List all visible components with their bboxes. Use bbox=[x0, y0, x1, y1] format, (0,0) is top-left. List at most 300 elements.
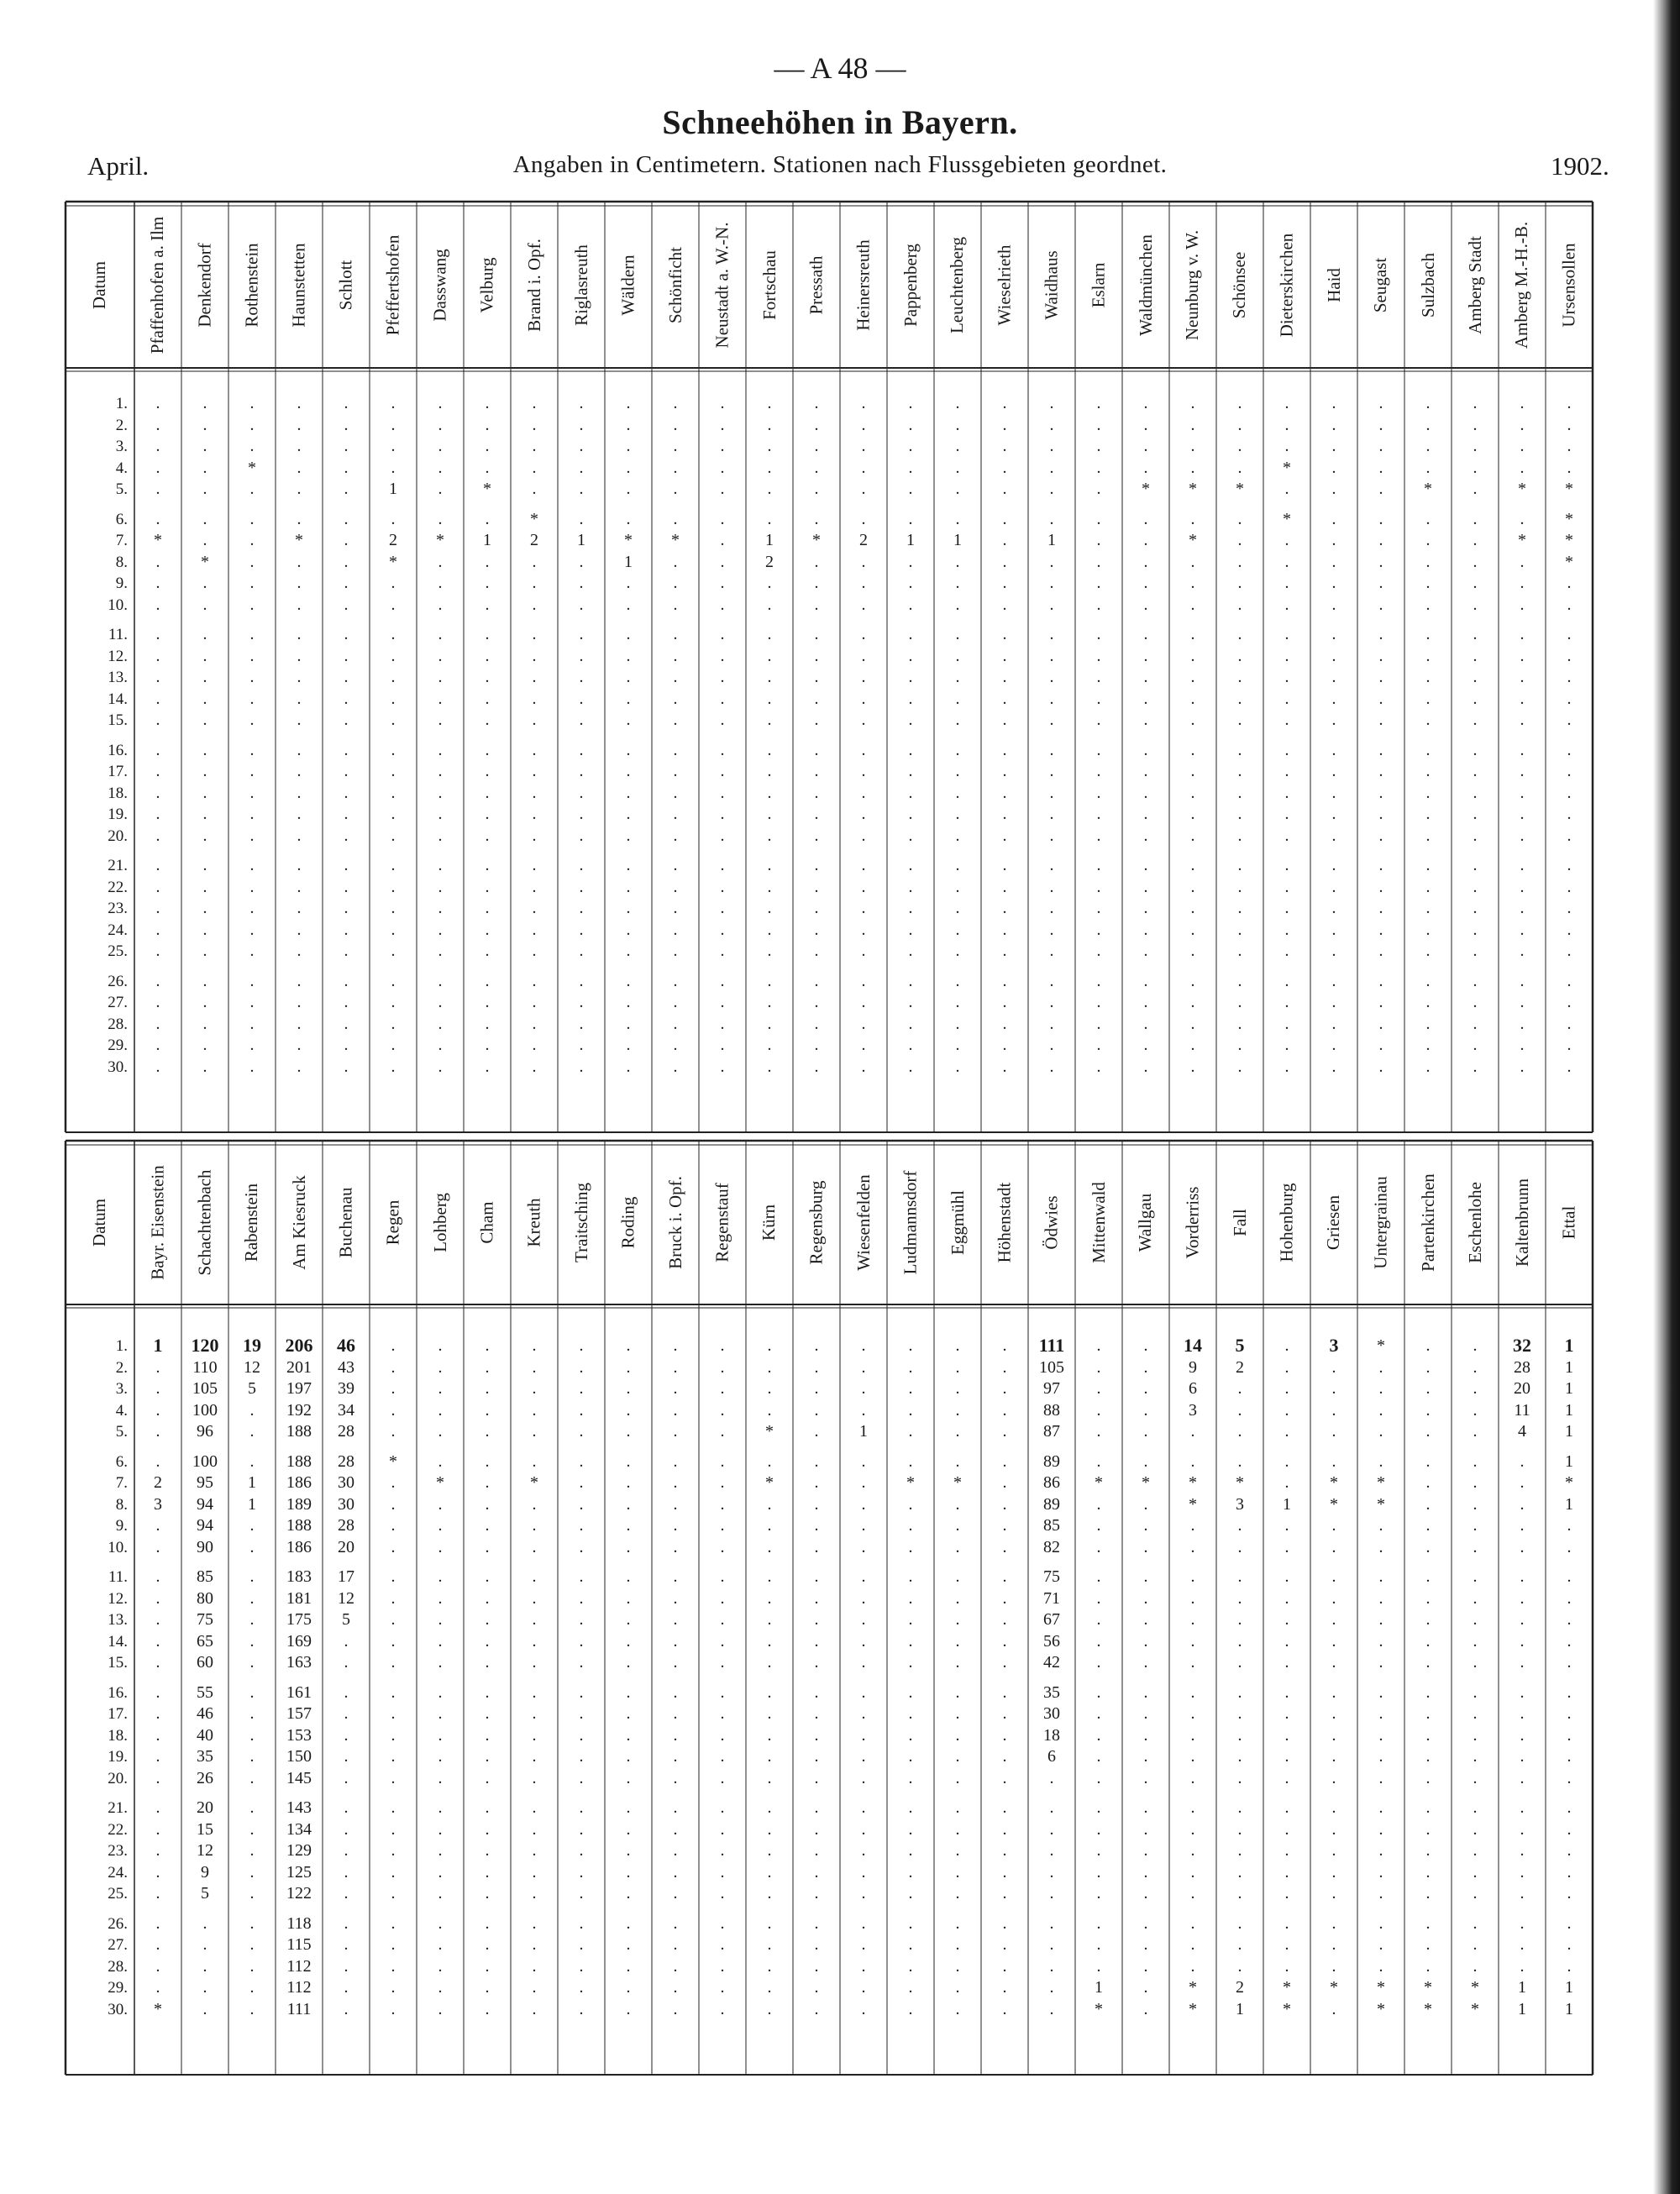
data-cell: . bbox=[1425, 646, 1431, 665]
data-cell: . bbox=[391, 899, 396, 917]
data-cell: . bbox=[673, 762, 678, 780]
data-cell: . bbox=[1143, 993, 1148, 1011]
data-cell: . bbox=[673, 394, 678, 412]
data-cell: . bbox=[249, 1422, 255, 1441]
data-cell: . bbox=[391, 1336, 396, 1355]
data-cell: . bbox=[1520, 1862, 1525, 1882]
station-name: Rothenstein bbox=[241, 242, 262, 328]
data-cell: . bbox=[861, 740, 866, 759]
data-cell: . bbox=[1002, 1516, 1007, 1535]
data-cell: . bbox=[1096, 805, 1101, 823]
data-cell: . bbox=[1331, 1422, 1336, 1441]
data-cell: . bbox=[1049, 740, 1054, 759]
data-cell: . bbox=[1520, 595, 1525, 614]
data-cell: . bbox=[1378, 899, 1383, 917]
data-cell: . bbox=[438, 1978, 443, 1997]
data-cell: . bbox=[861, 394, 866, 412]
data-cell: . bbox=[1331, 1057, 1336, 1076]
data-cell: . bbox=[1096, 595, 1101, 614]
data-cell: . bbox=[626, 1036, 631, 1054]
data-cell: . bbox=[438, 1357, 443, 1377]
data-cell: . bbox=[1331, 689, 1336, 708]
data-cell: . bbox=[673, 1913, 678, 1933]
data-cell: . bbox=[202, 574, 207, 592]
data-cell: . bbox=[626, 1913, 631, 1933]
data-cell: . bbox=[673, 1884, 678, 1903]
data-cell: . bbox=[1425, 1567, 1431, 1586]
data-cell: . bbox=[1284, 1357, 1289, 1377]
data-cell: . bbox=[955, 899, 960, 917]
data-cell: . bbox=[720, 826, 725, 845]
data-cell: 35 bbox=[1043, 1682, 1060, 1702]
data-cell: . bbox=[1237, 1819, 1242, 1839]
data-cell: . bbox=[1473, 1516, 1478, 1535]
data-cell: . bbox=[532, 552, 537, 571]
data-cell: . bbox=[155, 1725, 160, 1745]
data-cell: 1 bbox=[1518, 1978, 1526, 1997]
data-cell: . bbox=[532, 1494, 537, 1514]
data-cell: 6 bbox=[1189, 1379, 1197, 1398]
data-cell: . bbox=[249, 920, 255, 939]
data-cell: 134 bbox=[286, 1819, 312, 1839]
data-cell: . bbox=[579, 1494, 584, 1514]
data-cell: . bbox=[297, 574, 302, 592]
data-cell: . bbox=[297, 480, 302, 498]
data-cell: . bbox=[861, 899, 866, 917]
data-cell: . bbox=[908, 1036, 913, 1054]
data-cell: . bbox=[720, 1567, 725, 1586]
data-cell: . bbox=[861, 1682, 866, 1702]
data-cell: . bbox=[1567, 574, 1572, 592]
data-cell: . bbox=[249, 1747, 255, 1766]
data-cell: . bbox=[1425, 1631, 1431, 1651]
data-cell: . bbox=[1190, 805, 1195, 823]
data-cell: 5 bbox=[201, 1884, 209, 1903]
data-cell: . bbox=[1096, 394, 1101, 412]
data-cell: . bbox=[579, 1956, 584, 1976]
data-cell: . bbox=[955, 689, 960, 708]
data-cell: . bbox=[1143, 1494, 1148, 1514]
data-cell: . bbox=[767, 877, 772, 896]
data-cell: . bbox=[626, 1473, 631, 1492]
data-cell: . bbox=[955, 1999, 960, 2018]
data-cell: . bbox=[1284, 1588, 1289, 1608]
data-cell: . bbox=[1002, 1913, 1007, 1933]
data-cell: . bbox=[485, 1473, 490, 1492]
data-cell: . bbox=[1378, 1768, 1383, 1787]
data-cell: . bbox=[249, 783, 255, 802]
date-label: 13. bbox=[108, 1611, 128, 1629]
data-cell: . bbox=[908, 394, 913, 412]
station-header bbox=[511, 1141, 558, 1304]
data-cell: . bbox=[1190, 394, 1195, 412]
data-cell: . bbox=[861, 1473, 866, 1492]
data-cell: . bbox=[814, 1841, 819, 1860]
data-cell: . bbox=[202, 394, 207, 412]
data-cell: . bbox=[1331, 1862, 1336, 1882]
data-cell: . bbox=[1049, 394, 1054, 412]
data-cell: . bbox=[955, 1819, 960, 1839]
data-cell: . bbox=[1096, 552, 1101, 571]
data-cell: . bbox=[1378, 1725, 1383, 1745]
data-cell: . bbox=[814, 1567, 819, 1586]
data-cell: . bbox=[814, 509, 819, 528]
data-cell: . bbox=[1378, 1935, 1383, 1954]
data-cell: . bbox=[1331, 458, 1336, 477]
data-cell: . bbox=[532, 1725, 537, 1745]
data-cell: * bbox=[1471, 1999, 1479, 2018]
date-label: 3. bbox=[115, 1380, 128, 1398]
data-cell: . bbox=[861, 1400, 866, 1420]
data-cell: . bbox=[767, 1725, 772, 1745]
data-cell: . bbox=[767, 625, 772, 643]
data-cell: . bbox=[485, 668, 490, 686]
data-cell: . bbox=[1567, 711, 1572, 729]
station-header bbox=[1452, 202, 1499, 368]
data-cell: . bbox=[1520, 1036, 1525, 1054]
data-cell: . bbox=[1378, 1913, 1383, 1933]
data-cell: . bbox=[1284, 1400, 1289, 1420]
data-cell: . bbox=[673, 1841, 678, 1860]
data-cell: . bbox=[297, 668, 302, 686]
data-cell: . bbox=[1284, 1798, 1289, 1817]
data-cell: 1 bbox=[483, 531, 491, 549]
data-cell: . bbox=[955, 856, 960, 874]
data-cell: . bbox=[1049, 899, 1054, 917]
data-cell: . bbox=[1331, 1682, 1336, 1702]
data-cell: . bbox=[1425, 805, 1431, 823]
data-cell: 188 bbox=[286, 1451, 312, 1471]
data-cell: . bbox=[579, 711, 584, 729]
data-cell: . bbox=[532, 1631, 537, 1651]
data-cell: . bbox=[1096, 783, 1101, 802]
data-cell: . bbox=[249, 711, 255, 729]
data-cell: . bbox=[1143, 1036, 1148, 1054]
data-cell: . bbox=[155, 1978, 160, 1997]
data-cell: . bbox=[1425, 531, 1431, 549]
data-cell: . bbox=[1331, 805, 1336, 823]
data-cell: . bbox=[1331, 1653, 1336, 1672]
data-cell: . bbox=[391, 437, 396, 455]
data-cell: . bbox=[1002, 531, 1007, 549]
data-cell: 9 bbox=[1189, 1357, 1197, 1377]
data-cell: . bbox=[908, 668, 913, 686]
data-cell: * bbox=[1518, 531, 1526, 549]
data-cell: . bbox=[249, 1400, 255, 1420]
data-cell: . bbox=[155, 805, 160, 823]
data-cell: 19 bbox=[243, 1335, 261, 1356]
data-cell: . bbox=[955, 480, 960, 498]
data-cell: . bbox=[249, 942, 255, 960]
data-cell: . bbox=[1284, 1567, 1289, 1586]
data-cell: . bbox=[814, 1913, 819, 1933]
data-cell: . bbox=[626, 625, 631, 643]
data-cell: . bbox=[344, 595, 349, 614]
data-cell: . bbox=[1284, 856, 1289, 874]
data-cell: . bbox=[1473, 1913, 1478, 1933]
data-cell: . bbox=[1425, 458, 1431, 477]
data-cell: . bbox=[1331, 877, 1336, 896]
data-cell: . bbox=[861, 1516, 866, 1535]
data-cell: . bbox=[532, 993, 537, 1011]
data-cell: . bbox=[1143, 1451, 1148, 1471]
data-cell: . bbox=[1190, 826, 1195, 845]
data-cell: . bbox=[1378, 1653, 1383, 1672]
data-cell: . bbox=[673, 1036, 678, 1054]
data-cell: 2 bbox=[530, 531, 538, 549]
data-cell: . bbox=[485, 646, 490, 665]
data-cell: . bbox=[249, 1567, 255, 1586]
data-cell: . bbox=[767, 1841, 772, 1860]
data-cell: . bbox=[532, 1588, 537, 1608]
data-cell: . bbox=[1331, 625, 1336, 643]
data-cell: . bbox=[532, 826, 537, 845]
data-cell: . bbox=[1567, 415, 1572, 434]
data-cell: . bbox=[155, 993, 160, 1011]
data-cell: . bbox=[908, 826, 913, 845]
station-header bbox=[1169, 202, 1216, 368]
data-cell: . bbox=[908, 740, 913, 759]
data-cell: . bbox=[579, 899, 584, 917]
data-cell: . bbox=[861, 1913, 866, 1933]
data-cell: . bbox=[485, 783, 490, 802]
data-cell: . bbox=[1284, 920, 1289, 939]
data-cell: . bbox=[1237, 1631, 1242, 1651]
data-cell: . bbox=[861, 1537, 866, 1556]
data-cell: . bbox=[1473, 1473, 1478, 1492]
data-cell: . bbox=[297, 971, 302, 990]
data-cell: . bbox=[1567, 740, 1572, 759]
date-label: 30. bbox=[108, 1058, 128, 1076]
data-cell: . bbox=[532, 437, 537, 455]
data-cell: . bbox=[155, 415, 160, 434]
data-cell: . bbox=[579, 740, 584, 759]
data-cell: . bbox=[955, 394, 960, 412]
data-cell: . bbox=[579, 942, 584, 960]
data-cell: . bbox=[579, 394, 584, 412]
data-cell: . bbox=[1049, 711, 1054, 729]
data-cell: . bbox=[1143, 877, 1148, 896]
data-cell: . bbox=[532, 1841, 537, 1860]
date-label: 25. bbox=[108, 1885, 128, 1903]
station-header bbox=[793, 1141, 840, 1304]
data-cell: . bbox=[814, 1682, 819, 1702]
data-cell: 12 bbox=[244, 1357, 260, 1377]
data-cell: . bbox=[579, 552, 584, 571]
data-cell: . bbox=[767, 480, 772, 498]
data-cell: . bbox=[1002, 1653, 1007, 1672]
data-cell: . bbox=[1473, 1768, 1478, 1787]
data-cell: . bbox=[767, 595, 772, 614]
data-cell: . bbox=[1425, 1704, 1431, 1723]
data-cell: . bbox=[767, 1610, 772, 1629]
data-cell: * bbox=[1565, 480, 1573, 498]
data-cell: . bbox=[1378, 394, 1383, 412]
data-cell: . bbox=[814, 1057, 819, 1076]
data-cell: . bbox=[908, 1841, 913, 1860]
data-cell: . bbox=[438, 552, 443, 571]
data-cell: . bbox=[1284, 805, 1289, 823]
data-cell: . bbox=[1049, 1819, 1054, 1839]
data-cell: . bbox=[1331, 942, 1336, 960]
data-cell: . bbox=[673, 1422, 678, 1441]
data-cell: . bbox=[1473, 1014, 1478, 1033]
station-header bbox=[417, 1141, 464, 1304]
data-cell: . bbox=[1425, 509, 1431, 528]
data-cell: . bbox=[1425, 394, 1431, 412]
station-header bbox=[1310, 1141, 1357, 1304]
data-cell: . bbox=[579, 1935, 584, 1954]
data-cell: . bbox=[1143, 1862, 1148, 1882]
data-cell: . bbox=[1378, 552, 1383, 571]
data-cell: . bbox=[1284, 1653, 1289, 1672]
data-cell: . bbox=[955, 1956, 960, 1976]
data-cell: . bbox=[1190, 740, 1195, 759]
station-name: Untergrainau bbox=[1370, 1176, 1391, 1269]
data-cell: 1 bbox=[765, 531, 774, 549]
data-cell: * bbox=[1565, 1473, 1573, 1492]
data-cell: . bbox=[202, 531, 207, 549]
data-cell: . bbox=[1284, 1014, 1289, 1033]
data-cell: . bbox=[1143, 1999, 1148, 2018]
date-label: 7. bbox=[115, 1474, 128, 1492]
data-cell: . bbox=[485, 711, 490, 729]
data-cell: . bbox=[391, 762, 396, 780]
data-cell: 1 bbox=[859, 1422, 868, 1441]
data-cell: 86 bbox=[1043, 1473, 1060, 1492]
data-cell: . bbox=[249, 552, 255, 571]
data-cell: . bbox=[485, 899, 490, 917]
data-cell: 186 bbox=[286, 1473, 312, 1492]
station-header bbox=[1169, 1141, 1216, 1304]
data-cell: . bbox=[1237, 993, 1242, 1011]
data-cell: . bbox=[1143, 1884, 1148, 1903]
data-cell: 75 bbox=[197, 1610, 213, 1629]
station-header bbox=[276, 1141, 323, 1304]
data-cell: . bbox=[626, 1682, 631, 1702]
data-cell: . bbox=[1473, 856, 1478, 874]
data-cell: . bbox=[720, 1747, 725, 1766]
data-cell: . bbox=[202, 762, 207, 780]
data-cell: . bbox=[626, 1956, 631, 1976]
data-cell: . bbox=[344, 1725, 349, 1745]
data-cell: . bbox=[344, 552, 349, 571]
station-header bbox=[1263, 202, 1310, 368]
data-cell: . bbox=[1378, 646, 1383, 665]
data-cell: * bbox=[530, 1473, 538, 1492]
data-cell: . bbox=[1425, 1841, 1431, 1860]
data-cell: 150 bbox=[286, 1747, 312, 1766]
datum-header-label: Datum bbox=[89, 260, 110, 309]
data-cell: . bbox=[720, 1336, 725, 1355]
data-cell: . bbox=[1567, 1610, 1572, 1629]
data-cell: . bbox=[814, 1631, 819, 1651]
data-cell: . bbox=[1143, 689, 1148, 708]
data-cell: 35 bbox=[197, 1747, 213, 1766]
data-cell: . bbox=[1473, 877, 1478, 896]
data-cell: . bbox=[626, 1819, 631, 1839]
data-cell: . bbox=[720, 458, 725, 477]
data-cell: . bbox=[1567, 1653, 1572, 1672]
station-name: Pfeffertshofen bbox=[382, 234, 403, 335]
data-cell: . bbox=[861, 1956, 866, 1976]
data-cell: . bbox=[1284, 625, 1289, 643]
station-name: Neustadt a. W.-N. bbox=[711, 222, 732, 348]
data-cell: . bbox=[908, 1747, 913, 1766]
data-cell: . bbox=[1002, 1014, 1007, 1033]
data-cell: . bbox=[1049, 668, 1054, 686]
data-cell: . bbox=[1284, 1725, 1289, 1745]
data-cell: . bbox=[626, 394, 631, 412]
data-cell: . bbox=[1190, 993, 1195, 1011]
data-cell: . bbox=[1002, 1841, 1007, 1860]
data-cell: . bbox=[1331, 1451, 1336, 1471]
station-header bbox=[370, 1141, 417, 1304]
data-cell: . bbox=[532, 394, 537, 412]
data-cell: * bbox=[1471, 1978, 1479, 1997]
data-cell: . bbox=[1520, 1588, 1525, 1608]
data-cell: . bbox=[1567, 1747, 1572, 1766]
data-cell: . bbox=[720, 1913, 725, 1933]
data-cell: . bbox=[1425, 595, 1431, 614]
data-cell: . bbox=[1473, 942, 1478, 960]
data-cell: . bbox=[1002, 1999, 1007, 2018]
data-cell: . bbox=[579, 805, 584, 823]
data-cell: . bbox=[1378, 740, 1383, 759]
data-cell: 40 bbox=[197, 1725, 213, 1745]
date-label: 30. bbox=[108, 2000, 128, 2018]
data-cell: . bbox=[673, 1537, 678, 1556]
data-cell: . bbox=[485, 971, 490, 990]
data-cell: . bbox=[673, 1610, 678, 1629]
date-label: 28. bbox=[108, 1015, 128, 1033]
data-cell: . bbox=[1143, 971, 1148, 990]
data-cell: . bbox=[1284, 480, 1289, 498]
data-cell: . bbox=[955, 993, 960, 1011]
data-cell: 157 bbox=[286, 1704, 312, 1723]
data-cell: 28 bbox=[338, 1422, 354, 1441]
data-cell: . bbox=[155, 740, 160, 759]
data-cell: 30 bbox=[1043, 1704, 1060, 1723]
date-label: 18. bbox=[108, 1726, 128, 1745]
data-cell: . bbox=[1331, 1999, 1336, 2018]
data-cell: . bbox=[1190, 711, 1195, 729]
data-cell: . bbox=[814, 920, 819, 939]
data-cell: 20 bbox=[1514, 1379, 1530, 1398]
data-cell: . bbox=[1049, 762, 1054, 780]
data-cell: . bbox=[249, 1819, 255, 1839]
station-name: Pressath bbox=[806, 255, 827, 314]
data-cell: . bbox=[1002, 783, 1007, 802]
data-cell: . bbox=[532, 689, 537, 708]
data-cell: . bbox=[1049, 877, 1054, 896]
data-cell: . bbox=[1567, 1768, 1572, 1787]
data-cell: . bbox=[532, 1451, 537, 1471]
station-name: Buchenau bbox=[335, 1187, 356, 1258]
data-cell: . bbox=[1284, 1682, 1289, 1702]
data-cell: 1 bbox=[1565, 1999, 1573, 2018]
data-cell: . bbox=[1049, 1841, 1054, 1860]
data-cell: . bbox=[579, 1473, 584, 1492]
data-cell: . bbox=[1331, 1036, 1336, 1054]
data-cell: . bbox=[579, 1978, 584, 1997]
data-cell: . bbox=[438, 625, 443, 643]
data-cell: . bbox=[1567, 1682, 1572, 1702]
data-cell: . bbox=[1284, 1704, 1289, 1723]
station-header bbox=[558, 202, 605, 368]
data-cell: . bbox=[673, 552, 678, 571]
data-cell: . bbox=[1378, 574, 1383, 592]
